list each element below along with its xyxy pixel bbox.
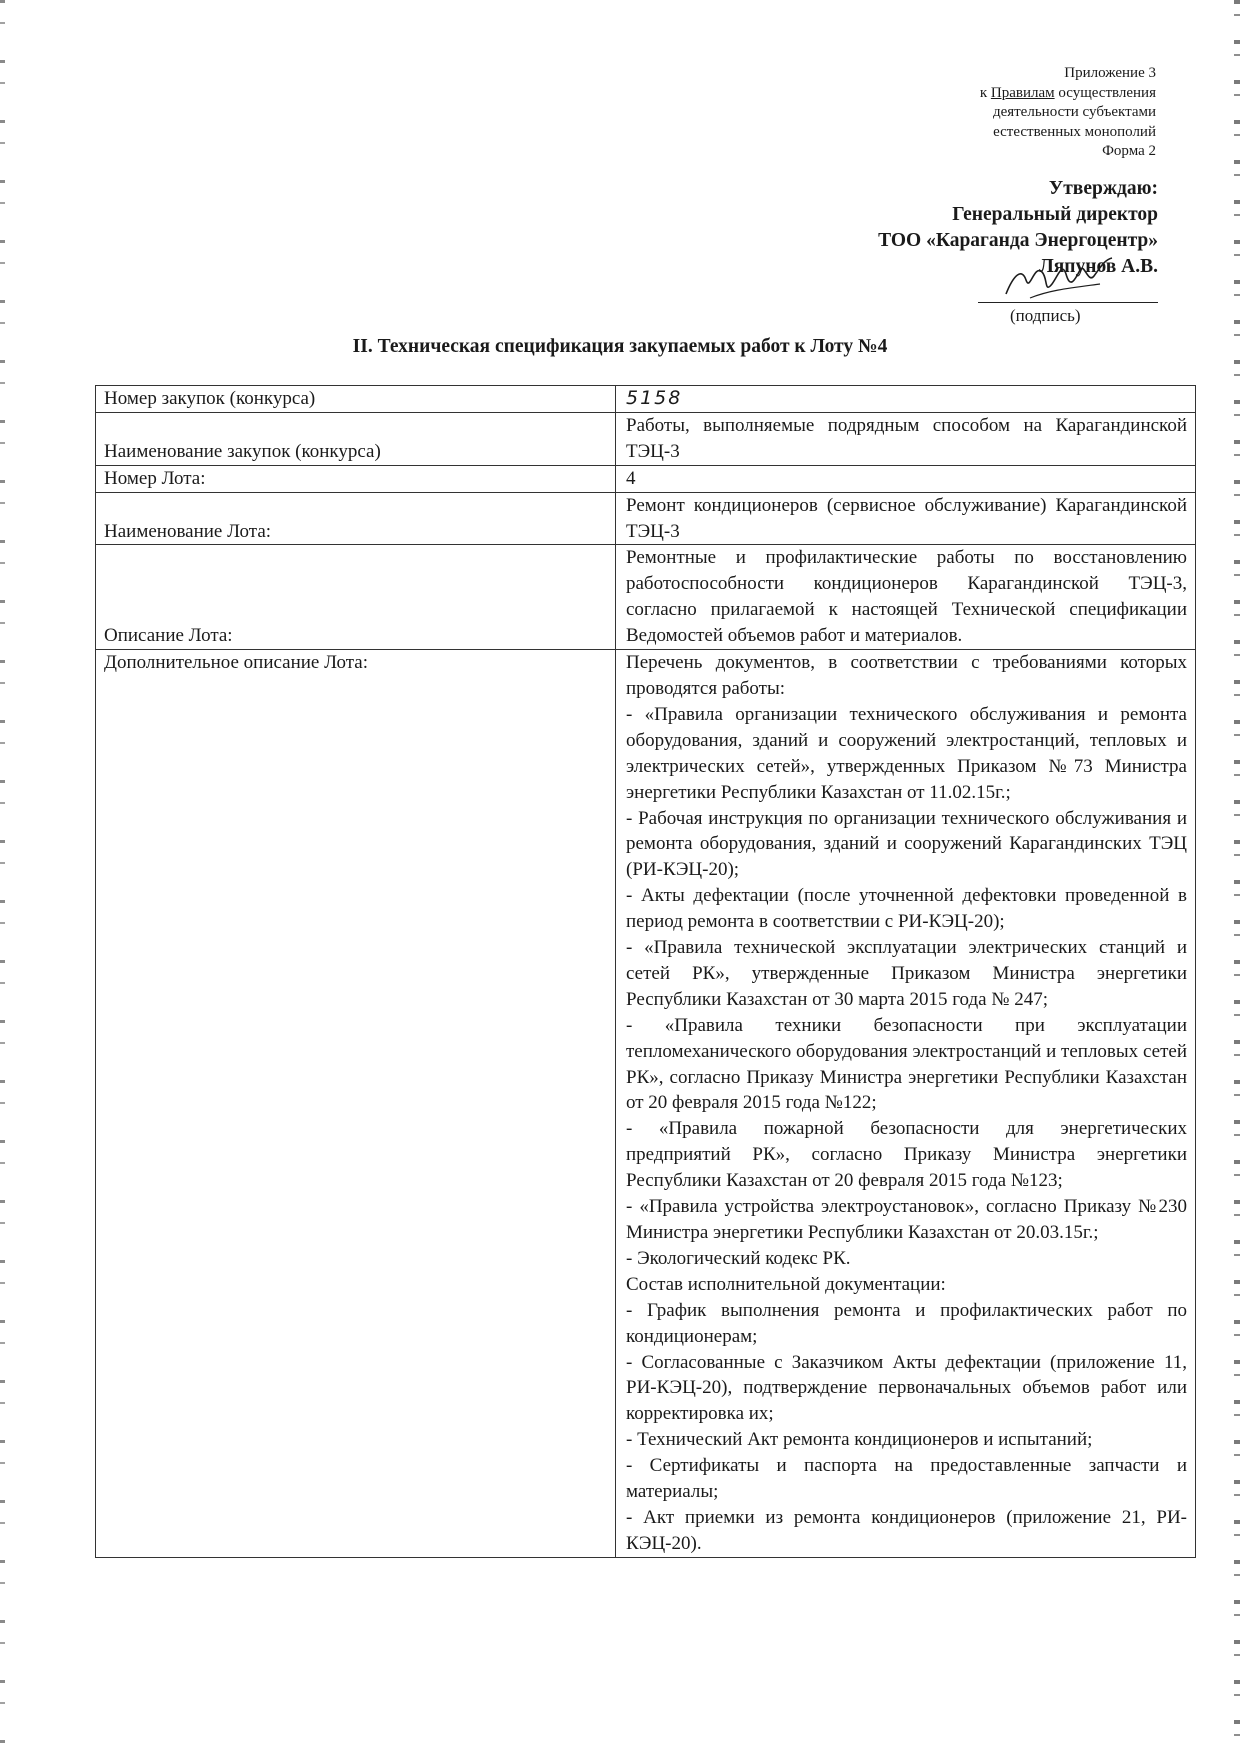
appendix-line-2: [980, 84, 1156, 104]
table-row-purchase-number: [96, 386, 1196, 413]
handwritten-signature: [1000, 254, 1120, 304]
lot-description-value: Ремонтные и профилактические работы по восстановлению работоспособности кондиционеров Карагандинской ТЭЦ-3, согласно прилагаемой к настоящей Технической спецификации Ведомостей объемов работ и материалов.: [616, 545, 1196, 650]
signature-caption: (подпись): [1010, 306, 1081, 325]
documentation-list-item: - График выполнения ремонта и профилактических работ по кондиционерам;: [626, 1299, 1187, 1347]
documentation-list-item: - Сертификаты и паспорта на предоставленные запчасти и материалы;: [626, 1455, 1187, 1503]
row-label: Наименование Лота:: [96, 492, 616, 545]
document-list-item: - «Правила пожарной безопасности для энергетических предприятий РК», согласно Приказу Министра энергетики Республики Казахстан от 20 февраля 2015 года №123;: [626, 1118, 1187, 1192]
documentation-heading: Состав исполнительной документации:: [626, 1273, 946, 1295]
appendix-line-2-prefix: к: [979, 84, 991, 101]
document-list-item: - Рабочая инструкция по организации технического обслуживания и ремонта оборудования, зданий и сооружений Карагандинских ТЭЦ (РИ-КЭЦ-20);: [626, 807, 1187, 881]
document-list-item: - «Правила устройства электроустановок», согласно Приказу №230 Министра энергетики Республики Казахстан от 20.03.15г.;: [626, 1196, 1187, 1243]
lot-number-value: 4: [616, 465, 1196, 492]
document-list-item: - Акты дефектации (после уточненной дефектовки проведенной в период ремонта в соответствии с РИ-КЭЦ-20);: [626, 885, 1187, 933]
scan-edge-right: [1234, 0, 1240, 1754]
approver-company: ТОО «Караганда Энергоцентр»: [878, 230, 1158, 251]
row-label: Номер закупок (конкурса): [96, 386, 616, 413]
row-label: Номер Лота:: [96, 465, 616, 492]
approver-position: Генеральный директор: [952, 204, 1158, 225]
appendix-note: [980, 64, 1156, 162]
row-label: Описание Лота:: [96, 545, 616, 650]
purchase-number-value: 5158: [616, 386, 1196, 413]
table-row-additional-description: [96, 650, 1196, 1558]
table-row-purchase-name: [96, 412, 1196, 465]
appendix-line-4: естественных монополий: [993, 123, 1156, 140]
table-row-lot-number: [96, 465, 1196, 492]
purchase-name-value: Работы, выполняемые подрядным способом на Карагандинской ТЭЦ-3: [616, 412, 1196, 465]
approver-name: Ляпунов А.В.: [1039, 256, 1158, 277]
scan-edge-left: [0, 0, 5, 1754]
appendix-form-number: Форма 2: [1102, 143, 1156, 159]
spec-table: [95, 385, 1196, 1558]
additional-description-value: [616, 650, 1196, 1558]
appendix-line-3: деятельности субъектами: [992, 104, 1156, 120]
document-list-item: - «Правила техники безопасности при эксплуатации тепломеханического оборудования электростанций и тепловых сетей РК», согласно Приказу Министра энергетики Республики Казахстан от 20 февраля 2015 года №122;: [626, 1014, 1187, 1114]
document-list-item: Перечень документов, в соответствии с требованиями которых проводятся работы:: [626, 652, 1187, 699]
table-row-lot-name: [96, 492, 1196, 545]
appendix-line-1: Приложение 3: [1064, 65, 1156, 81]
signature-line: [978, 302, 1158, 303]
rules-link[interactable]: Правилам: [990, 84, 1055, 101]
approval-heading: Утверждаю:: [1048, 178, 1158, 199]
table-row-lot-description: [96, 545, 1196, 650]
document-list-item: - «Правила технической эксплуатации электрических станций и сетей РК», утвержденные Приказом Министра энергетики Республики Казахстан от 30 марта 2015 года № 247;: [626, 937, 1187, 1010]
document-list-item: - «Правила организации технического обслуживания и ремонта оборудования, зданий и сооружений электростанций, тепловых и электрических сетей», утвержденных Приказом №73 Министра энергетики Республики Казахстан от 11.02.15г.;: [626, 703, 1187, 803]
lot-name-value: Ремонт кондиционеров (сервисное обслуживание) Карагандинской ТЭЦ-3: [616, 492, 1196, 545]
documentation-list-item: - Согласованные с Заказчиком Акты дефектации (приложение 11, РИ-КЭЦ-20), подтверждение первоначальных объемов работ или корректировка их;: [626, 1351, 1187, 1425]
row-label: Дополнительное описание Лота:: [96, 650, 616, 1558]
document-title: II. Техническая спецификация закупаемых работ к Лоту №4: [352, 336, 888, 357]
row-label: Наименование закупок (конкурса): [96, 412, 616, 465]
document-list-item: - Экологический кодекс РК.: [626, 1247, 851, 1269]
documentation-list-item: - Технический Акт ремонта кондиционеров и испытаний;: [626, 1429, 1093, 1451]
appendix-line-2-suffix: осуществления: [1054, 84, 1156, 101]
documentation-list-item: - Акт приемки из ремонта кондиционеров (приложение 21, РИ-КЭЦ-20).: [626, 1506, 1187, 1554]
